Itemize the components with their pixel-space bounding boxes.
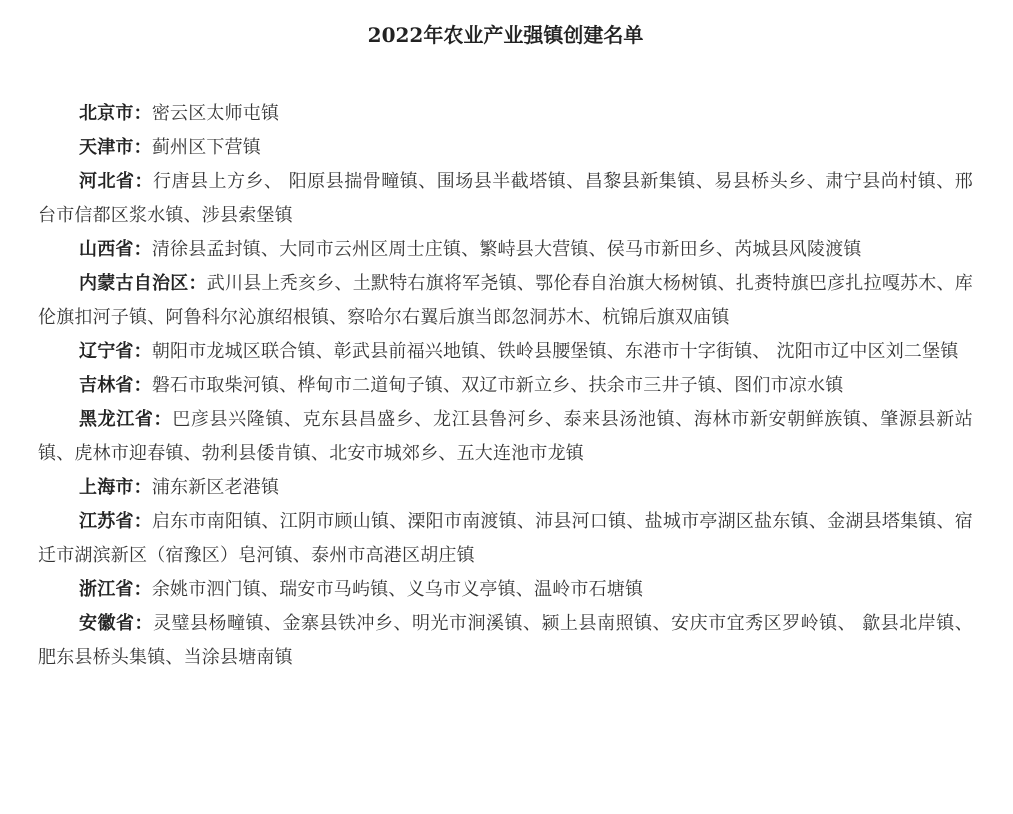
region-separator: ： bbox=[133, 477, 152, 498]
town-names: 浦东新区老港镇 bbox=[151, 477, 280, 498]
list-item-beijing bbox=[38, 97, 973, 131]
town-list bbox=[38, 97, 973, 675]
region-label: 吉林省 bbox=[79, 375, 134, 396]
list-item-hebei bbox=[38, 165, 973, 233]
region-label: 江苏省 bbox=[79, 511, 134, 532]
region-label: 山西省 bbox=[79, 239, 134, 260]
region-separator: ： bbox=[133, 239, 152, 260]
list-item-inner-mongolia bbox=[38, 267, 973, 335]
region-separator: ： bbox=[133, 579, 152, 600]
town-names: 灵璧县杨疃镇、金寨县铁冲乡、明光市涧溪镇、颍上县南照镇、安庆市宜秀区罗岭镇、 歙县北岸镇、肥东县桥头集镇、当涂县塘南镇 bbox=[38, 613, 974, 668]
region-label: 上海市 bbox=[79, 477, 134, 498]
region-label: 天津市 bbox=[79, 137, 134, 158]
region-separator: ： bbox=[133, 341, 152, 362]
region-separator: ： bbox=[134, 613, 154, 634]
region-separator: ： bbox=[188, 273, 207, 294]
list-item-anhui bbox=[38, 607, 973, 675]
region-label: 北京市 bbox=[79, 103, 134, 124]
list-item-jiangsu bbox=[38, 505, 973, 573]
region-label: 安徽省 bbox=[79, 613, 135, 634]
list-item-shanghai bbox=[38, 471, 973, 505]
region-separator: ： bbox=[133, 137, 152, 158]
list-item-jilin bbox=[38, 369, 973, 403]
region-separator: ： bbox=[133, 103, 152, 124]
region-label: 辽宁省 bbox=[79, 341, 134, 362]
region-label: 浙江省 bbox=[79, 579, 134, 600]
town-names: 启东市南阳镇、江阴市顾山镇、溧阳市南渡镇、沛县河口镇、盐城市亭湖区盐东镇、金湖县塔集镇、宿迁市湖滨新区（宿豫区）皂河镇、泰州市高港区胡庄镇 bbox=[38, 511, 974, 566]
region-separator: ： bbox=[133, 511, 152, 532]
town-names: 蓟州区下营镇 bbox=[151, 137, 262, 158]
town-names: 行唐县上方乡、 阳原县揣骨疃镇、围场县半截塔镇、昌黎县新集镇、易县桥头乡、肃宁县尚村镇、邢台市信都区浆水镇、涉县索堡镇 bbox=[38, 171, 974, 226]
list-item-shanxi bbox=[38, 233, 973, 267]
town-names: 清徐县孟封镇、大同市云州区周士庄镇、繁峙县大营镇、侯马市新田乡、芮城县风陵渡镇 bbox=[151, 239, 862, 260]
list-item-liaoning bbox=[38, 335, 973, 369]
town-names: 磐石市取柴河镇、桦甸市二道甸子镇、双辽市新立乡、扶余市三井子镇、图们市凉水镇 bbox=[151, 375, 844, 396]
list-item-heilongjiang bbox=[38, 403, 973, 471]
region-separator: ： bbox=[133, 375, 152, 396]
region-separator: ： bbox=[153, 409, 173, 430]
town-names: 巴彦县兴隆镇、克东县昌盛乡、龙江县鲁河乡、泰来县汤池镇、海林市新安朝鲜族镇、肇源县新站镇、虎林市迎春镇、勃利县倭肯镇、北安市城郊乡、五大连池市龙镇 bbox=[38, 409, 973, 464]
list-item-tianjin bbox=[38, 131, 973, 165]
list-item-zhejiang bbox=[38, 573, 973, 607]
region-label: 河北省 bbox=[79, 171, 135, 192]
town-names: 余姚市泗门镇、瑞安市马屿镇、义乌市义亭镇、温岭市石塘镇 bbox=[151, 579, 644, 600]
region-label: 内蒙古自治区 bbox=[79, 273, 189, 294]
town-names: 密云区太师屯镇 bbox=[151, 103, 280, 124]
region-separator: ： bbox=[134, 171, 154, 192]
region-label: 黑龙江省 bbox=[79, 409, 154, 430]
town-names: 武川县上秃亥乡、土默特右旗将军尧镇、鄂伦春自治旗大杨树镇、扎赉特旗巴彦扎拉嘎苏木、库伦旗扣河子镇、阿鲁科尔沁旗绍根镇、察哈尔右翼后旗当郎忽洞苏木、杭锦后旗双庙镇 bbox=[38, 273, 973, 328]
document-title: 2022年农业产业强镇创建名单 bbox=[367, 23, 644, 47]
town-names: 朝阳市龙城区联合镇、彰武县前福兴地镇、铁岭县腰堡镇、东港市十字街镇、 沈阳市辽中区刘二堡镇 bbox=[151, 341, 959, 362]
